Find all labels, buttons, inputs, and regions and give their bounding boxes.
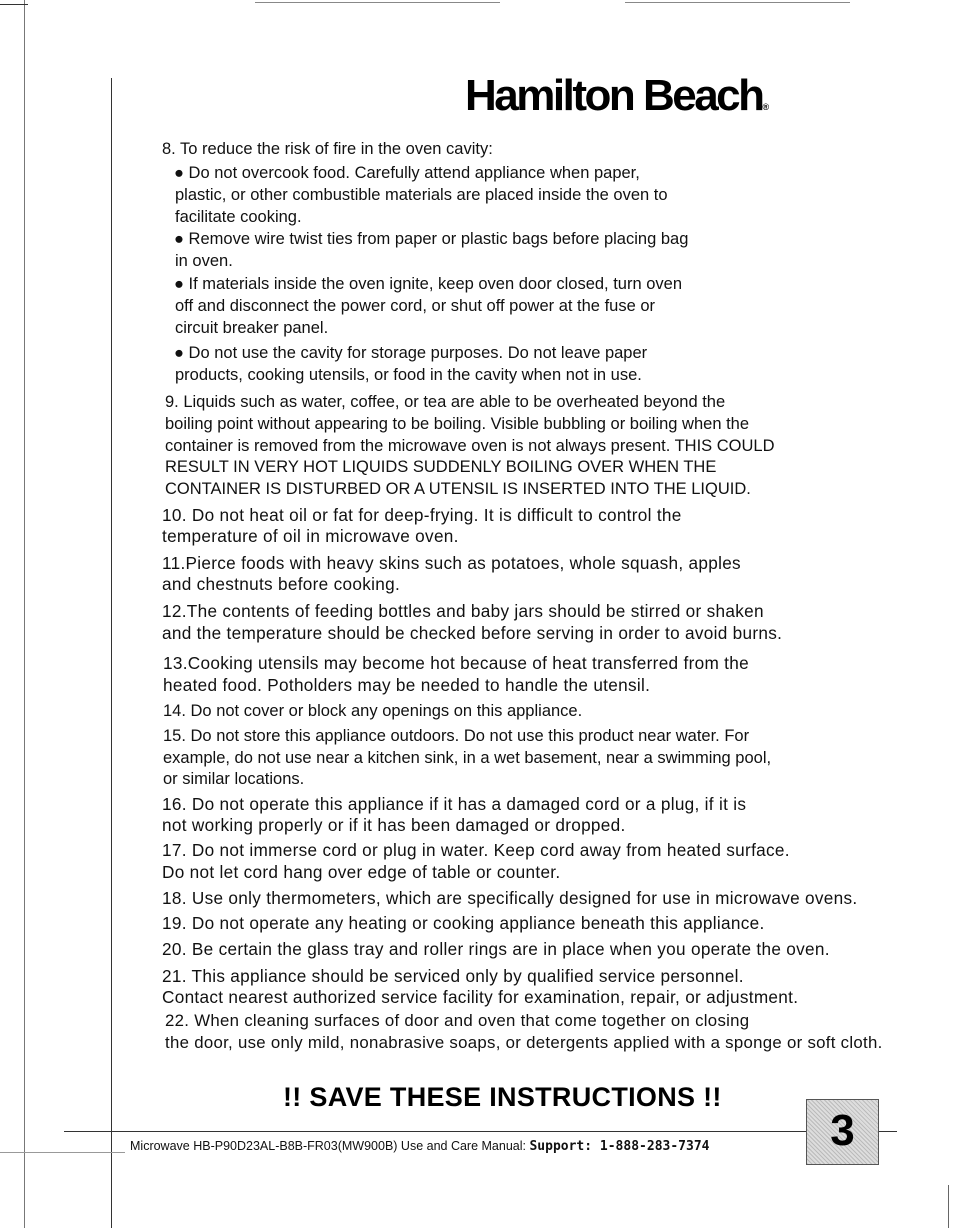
instruction-line: example, do not use near a kitchen sink, in a wet basement, near a swimming pool, bbox=[163, 749, 772, 767]
footer-model-text: Microwave HB-P90D23AL-B8B-FR03(MW900B) Use and Care Manual: bbox=[130, 1139, 526, 1153]
instruction-line: not working properly or if it has been damaged or dropped. bbox=[162, 815, 626, 835]
instruction-line: ● Remove wire twist ties from paper or plastic bags before placing bag bbox=[174, 230, 689, 248]
instruction-line: off and disconnect the power cord, or shut off power at the fuse or bbox=[175, 297, 656, 315]
instruction-line: products, cooking utensils, or food in the cavity when not in use. bbox=[175, 366, 642, 384]
instruction-line: or similar locations. bbox=[163, 770, 305, 788]
page-number: 3 bbox=[830, 1106, 855, 1155]
instruction-line: and the temperature should be checked before serving in order to avoid burns. bbox=[162, 623, 783, 643]
instruction-line: the door, use only mild, nonabrasive soaps, or detergents applied with a sponge or soft cloth. bbox=[165, 1033, 883, 1052]
instruction-line: 12.The contents of feeding bottles and baby jars should be stirred or shaken bbox=[162, 601, 764, 621]
left-margin-rule bbox=[111, 78, 112, 1228]
instruction-line: 21. This appliance should be serviced only by qualified service personnel. bbox=[162, 966, 744, 986]
instruction-line: boiling point without appearing to be boiling. Visible bubbling or boiling when the bbox=[165, 415, 750, 433]
instruction-line: RESULT IN VERY HOT LIQUIDS SUDDENLY BOILING OVER WHEN THE bbox=[165, 458, 717, 476]
instruction-line: 14. Do not cover or block any openings on this appliance. bbox=[163, 702, 583, 720]
instruction-line: 20. Be certain the glass tray and roller rings are in place when you operate the oven. bbox=[162, 939, 830, 959]
brand-name: Hamilton Beach bbox=[465, 71, 763, 120]
instruction-line: ● Do not use the cavity for storage purposes. Do not leave paper bbox=[174, 344, 648, 362]
footer-dash-line bbox=[0, 1152, 125, 1153]
right-edge-line bbox=[948, 1185, 949, 1228]
instruction-line: 10. Do not heat oil or fat for deep-frying. It is difficult to control the bbox=[162, 505, 682, 525]
instruction-line: Contact nearest authorized service facility for examination, repair, or adjustment. bbox=[162, 987, 799, 1007]
instruction-line: temperature of oil in microwave oven. bbox=[162, 526, 459, 546]
instruction-line: and chestnuts before cooking. bbox=[162, 574, 401, 594]
instruction-line: 17. Do not immerse cord or plug in water. Keep cord away from heated surface. bbox=[162, 840, 790, 860]
brand-logo bbox=[465, 71, 770, 120]
instruction-line: 16. Do not operate this appliance if it has a damaged cord or a plug, if it is bbox=[162, 794, 747, 814]
instruction-line: circuit breaker panel. bbox=[175, 319, 329, 337]
footer-rule bbox=[64, 1131, 806, 1132]
instruction-line: Do not let cord hang over edge of table or counter. bbox=[162, 862, 561, 882]
save-instructions-heading: !! SAVE THESE INSTRUCTIONS !! bbox=[283, 1082, 722, 1112]
instruction-line: 22. When cleaning surfaces of door and oven that come together on closing bbox=[165, 1011, 750, 1030]
instruction-line: facilitate cooking. bbox=[175, 208, 302, 226]
top-scan-line bbox=[255, 2, 500, 3]
instruction-line: 15. Do not store this appliance outdoors. Do not use this product near water. For bbox=[163, 727, 750, 745]
registered-mark: ® bbox=[762, 102, 770, 112]
instruction-line: container is removed from the microwave oven is not always present. THIS COULD bbox=[165, 437, 775, 455]
top-scan-line-right bbox=[625, 2, 850, 3]
footer-support-text: Support: 1-888-283-7374 bbox=[529, 1139, 710, 1154]
instruction-line: ● Do not overcook food. Carefully attend appliance when paper, bbox=[174, 164, 640, 182]
page-edge-line bbox=[24, 0, 25, 1228]
instruction-line: in oven. bbox=[175, 252, 233, 270]
instruction-line: 9. Liquids such as water, coffee, or tea are able to be overheated beyond the bbox=[165, 393, 726, 411]
instruction-line: heated food. Potholders may be needed to handle the utensil. bbox=[163, 675, 651, 695]
footer-rule-right bbox=[877, 1131, 897, 1132]
instruction-line: 18. Use only thermometers, which are specifically designed for use in microwave ovens. bbox=[162, 888, 858, 908]
instruction-line: 11.Pierce foods with heavy skins such as potatoes, whole squash, apples bbox=[162, 553, 741, 573]
instruction-line: CONTAINER IS DISTURBED OR A UTENSIL IS INSERTED INTO THE LIQUID. bbox=[165, 480, 751, 498]
instruction-line: 8. To reduce the risk of fire in the oven cavity: bbox=[162, 140, 493, 158]
top-edge-line bbox=[0, 4, 28, 5]
instruction-line: plastic, or other combustible materials are placed inside the oven to bbox=[175, 186, 668, 204]
instruction-line: ● If materials inside the oven ignite, keep oven door closed, turn oven bbox=[174, 275, 683, 293]
instruction-line: 13.Cooking utensils may become hot because of heat transferred from the bbox=[163, 653, 749, 673]
instruction-line: 19. Do not operate any heating or cooking appliance beneath this appliance. bbox=[162, 913, 765, 933]
page-footer bbox=[130, 1139, 709, 1154]
page-number-box bbox=[806, 1099, 879, 1165]
